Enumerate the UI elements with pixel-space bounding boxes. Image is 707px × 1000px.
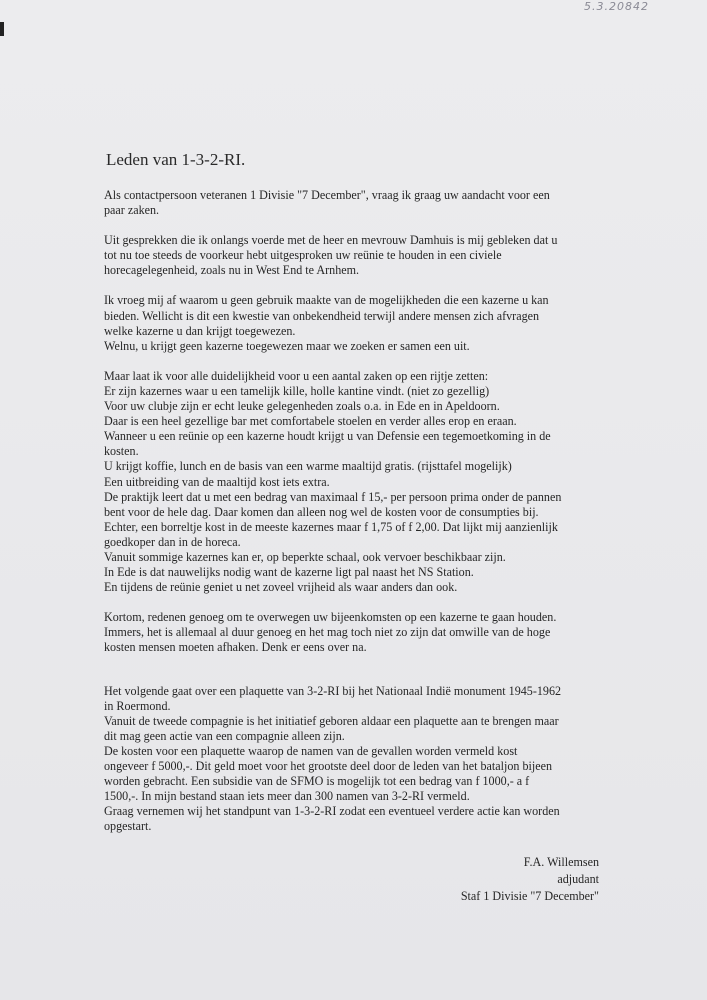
section-gap [104,671,604,684]
text-line: Vanuit sommige kazernes kan er, op beperkte schaal, ook vervoer beschikbaar zijn. [104,549,506,564]
text-line: bieden. Wellicht is dit een kwestie van onbekendheid terwijl andere mensen zich afvragen [104,308,540,323]
text-line: kosten mensen moeten afhaken. Denk er eens over na. [104,640,367,655]
text-line: De kosten voor een plaquette waarop de namen van de gevallen worden vermeld kost [104,743,518,758]
text-line: Graag vernemen wij het standpunt van 1-3-2-RI zodat een eventueel verdere actie kan worden [104,804,560,819]
paragraph-kazerne [104,293,604,353]
signature-unit: Staf 1 Divisie "7 December" [460,889,599,903]
text-line: goedkoper dan in de horeca. [104,534,241,549]
text-line: Kortom, redenen genoeg om te overwegen uw bijeenkomsten op een kazerne te gaan houden. [104,610,557,625]
letter-title: Leden van 1-3-2-RI. [106,150,246,169]
text-line: Er zijn kazernes waar u een tamelijk kille, holle kantine vindt. (niet zo gezellig) [104,383,490,398]
text-line: welke kazerne u dan krijgt toegewezen. [104,323,296,338]
paragraph-details [104,369,604,595]
text-line: worden gebracht. Een subsidie van de SFMO is mogelijk tot een bedrag van f 1000,- a f [104,774,530,789]
text-line: Wanneer u een reünie op een kazerne houdt krijgt u van Defensie een tegemoetkoming in de [104,429,551,444]
text-line: Uit gesprekken die ik onlangs voerde met de heer en mevrouw Damhuis is mij gebleken dat u [104,233,558,248]
paragraph-damhuis [104,233,604,278]
letter-body [104,188,604,849]
archive-number: 5.3.20842 [584,0,649,13]
text-line: ongeveer f 5000,-. Dit geld moet voor het grootste deel door de leden van het bataljon bijeen [104,759,553,773]
text-line: in Roermond. [104,698,171,713]
text-line: De praktijk leert dat u met een bedrag van maximaal f 15,- per persoon prima onder de pannen [104,489,562,504]
signature-block [461,854,599,905]
text-line: En tijdens de reünie geniet u net zoveel vrijheid als waar anders dan ook. [104,580,458,595]
text-line: paar zaken. [104,203,160,218]
text-line: Het volgende gaat over een plaquette van 3-2-RI bij het Nationaal Indië monument 1945-1962 [104,683,562,698]
paragraph-conclusion [104,610,604,655]
text-line: Echter, een borreltje kost in de meeste kazernes maar f 1,75 of f 2,00. Dat lijkt mij aanzienlijk [104,519,558,534]
text-line: bent voor de hele dag. Daar komen dan alleen nog wel de kosten voor de consumpties bij. [104,504,539,519]
text-line: Een uitbreiding van de maaltijd kost iets extra. [104,474,330,489]
text-line: Maar laat ik voor alle duidelijkheid voor u een aantal zaken op een rijtje zetten: [104,368,489,383]
text-line: 1500,-. In mijn bestand staan iets meer dan 300 namen van 3-2-RI vermeld. [104,789,470,804]
scan-edge-mark [0,22,4,36]
text-line: kosten. [104,444,139,459]
signature-rank: adjudant [557,872,599,886]
text-line: Immers, het is allemaal al duur genoeg en het mag toch niet zo zijn dat omwille van de hoge [104,625,551,640]
text-line: U krijgt koffie, lunch en de basis van een warme maaltijd gratis. (rijsttafel mogelijk) [104,459,512,474]
text-line: tot nu toe steeds de voorkeur hebt uitgesproken uw reünie te houden in een civiele [104,248,502,263]
text-line: dit mag geen actie van een compagnie alleen zijn. [104,728,345,743]
text-line: Vanuit de tweede compagnie is het initiatief geboren aldaar een plaquette aan te brengen maar [104,713,559,728]
paragraph-plaquette [104,684,604,835]
text-line: Voor uw clubje zijn er echt leuke gelegenheden zoals o.a. in Ede en in Apeldoorn. [104,399,500,414]
text-line: opgestart. [104,819,152,834]
paragraph-intro [104,188,604,218]
text-line: Welnu, u krijgt geen kazerne toegewezen maar we zoeken er samen een uit. [104,338,470,353]
signature-name: F.A. Willemsen [523,855,599,869]
text-line: horecagelegenheid, zoals nu in West End te Arnhem. [104,263,360,278]
text-line: Ik vroeg mij af waarom u geen gebruik maakte van de mogelijkheden die een kazerne u kan [104,293,549,308]
text-line: Daar is een heel gezellige bar met comfortabele stoelen en verder alles erop en eraan. [104,414,517,429]
text-line: Als contactpersoon veteranen 1 Divisie "7 December", vraag ik graag uw aandacht voor een [104,188,550,202]
text-line: In Ede is dat nauwelijks nodig want de kazerne ligt pal naast het NS Station. [104,565,474,580]
